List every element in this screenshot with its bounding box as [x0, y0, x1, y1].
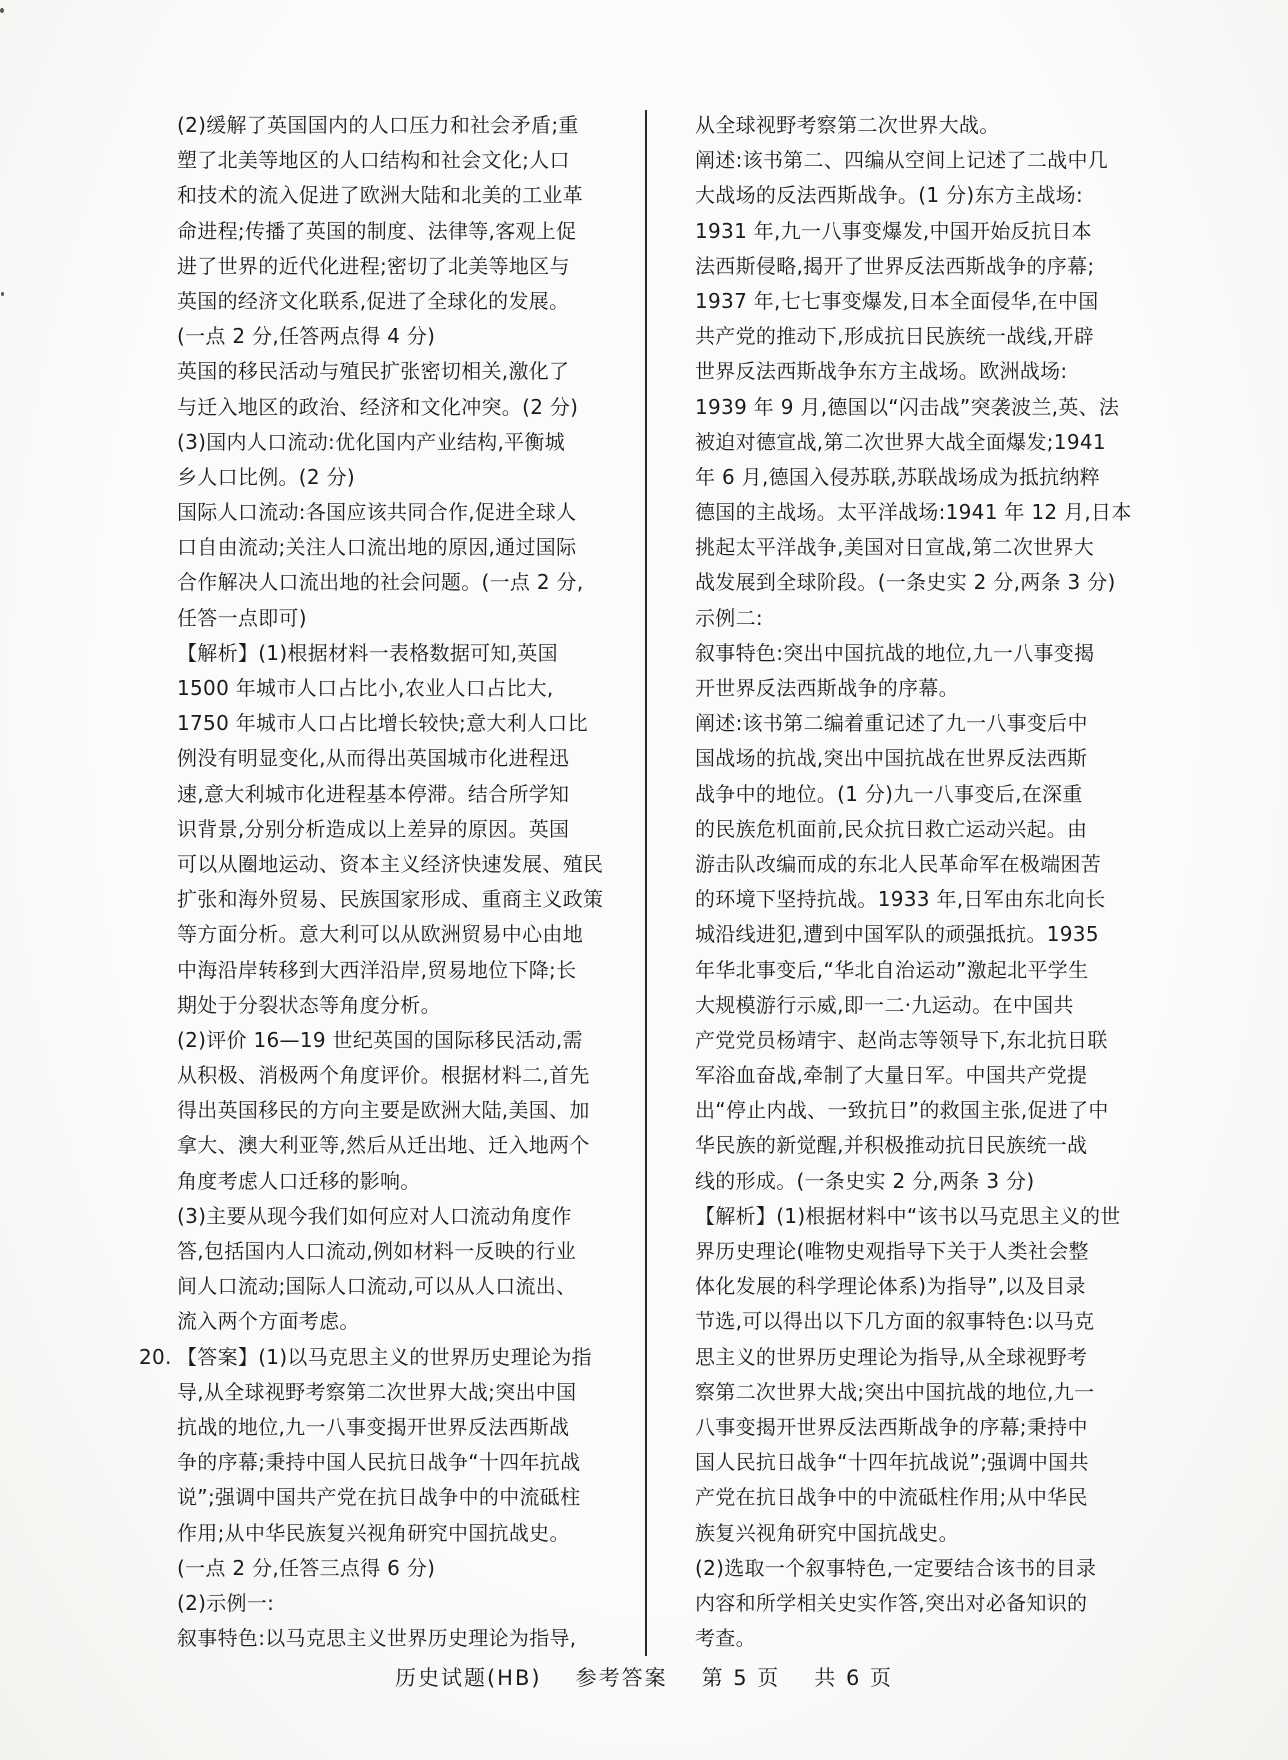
text-line: (2)选取一个叙事特色,一定要结合该书的目录	[695, 1555, 1097, 1580]
text-line: 间人口流动;国际人口流动,可以从人口流出、	[177, 1274, 577, 1299]
text-line: (2)示例一:	[177, 1590, 275, 1615]
text-line: 速,意大利城市化进程基本停滞。结合所学知	[177, 781, 570, 806]
text-line: 从全球视野考察第二次世界大战。	[695, 113, 1000, 137]
text-line: 作用;从中华民族复兴视角研究中国抗战史。	[177, 1520, 570, 1545]
text-line: 国人民抗日战争“十四年抗战说”;强调中国共	[695, 1450, 1089, 1475]
text-line: 阐述:该书第二、四编从空间上记述了二战中几	[695, 148, 1109, 173]
text-line: 法西斯侵略,揭开了世界反法西斯战争的序幕;	[695, 253, 1095, 278]
text-line: 命进程;传播了英国的制度、法律等,客观上促	[177, 218, 577, 243]
text-line: 进了世界的近代化进程;密切了北美等地区与	[177, 253, 570, 278]
text-line: 抗战的地位,九一八事变揭开世界反法西斯战	[177, 1414, 570, 1439]
text-line: 德国的主战场。太平洋战场:1941 年 12 月,日本	[695, 500, 1132, 525]
text-line: (3)国内人口流动:优化国内产业结构,平衡城	[177, 429, 566, 454]
text-line: 被迫对德宣战,第二次世界大战全面爆发;1941	[695, 429, 1106, 454]
column-divider	[645, 110, 647, 1656]
footer-page-total: 共 6 页	[814, 1666, 894, 1690]
text-line: 世界反法西斯战争东方主战场。欧洲战场:	[695, 359, 1068, 384]
text-line: 从积极、消极两个角度评价。根据材料二,首先	[177, 1063, 590, 1088]
text-line: 国际人口流动:各国应该共同合作,促进全球人	[177, 500, 577, 525]
text-line: (2)缓解了英国国内的人口压力和社会矛盾;重	[177, 113, 579, 137]
text-line: 争的序幕;秉持中国人民抗日战争“十四年抗战	[177, 1450, 581, 1475]
text-line: 年华北事变后,“华北自治运动”激起北平学生	[695, 957, 1089, 982]
text-line: (2)评价 16—19 世纪英国的国际移民活动,需	[177, 1027, 583, 1052]
text-line: 说”;强调中国共产党在抗日战争中的中流砥柱	[177, 1485, 581, 1510]
text-line: 合作解决人口流出地的社会问题。(一点 2 分,	[177, 570, 584, 595]
text-line: 和技术的流入促进了欧洲大陆和北美的工业革	[177, 183, 583, 208]
text-line: 思主义的世界历史理论为指导,从全球视野考	[695, 1344, 1088, 1369]
text-line: 华民族的新觉醒,并积极推动抗日民族统一战	[695, 1133, 1088, 1158]
text-line: (一点 2 分,任答两点得 4 分)	[177, 324, 436, 349]
text-line: 的环境下坚持抗战。1933 年,日军由东北向长	[695, 887, 1106, 912]
text-line: 与迁入地区的政治、经济和文化冲突。(2 分)	[177, 394, 579, 419]
text-line: 乡人口比例。(2 分)	[177, 464, 355, 489]
text-line: 【解析】(1)根据材料中“该书以马克思主义的世	[695, 1203, 1121, 1228]
text-line: 的民族危机面前,民众抗日救亡运动兴起。由	[695, 816, 1088, 841]
text-line: 1750 年城市人口占比增长较快;意大利人口比	[177, 711, 588, 736]
text-line: 共产党的推动下,形成抗日民族统一战线,开辟	[695, 324, 1095, 349]
text-line: 节选,可以得出以下几方面的叙事特色:以马克	[695, 1309, 1095, 1334]
text-line: 答,包括国内人口流动,例如材料一反映的行业	[177, 1239, 577, 1263]
text-line: 产党在抗日战争中的中流砥柱作用;从中华民	[695, 1485, 1088, 1510]
text-line: 大战场的反法西斯战争。(1 分)东方主战场:	[695, 183, 1084, 208]
text-line: 任答一点即可)	[177, 605, 307, 630]
scan-speck	[1, 292, 4, 296]
text-line: 开世界反法西斯战争的序幕。	[695, 676, 959, 700]
text-line: 游击队改编而成的东北人民革命军在极端困苦	[695, 851, 1101, 876]
text-line: 英国的经济文化联系,促进了全球化的发展。	[177, 288, 570, 313]
text-line: 产党党员杨靖宇、赵尚志等领导下,东北抗日联	[695, 1027, 1108, 1052]
footer-page-number: 第 5 页	[701, 1666, 781, 1690]
text-line: 口自由流动;关注人口流出地的原因,通过国际	[177, 535, 577, 560]
text-line: 内容和所学相关史实作答,突出对必备知识的	[695, 1590, 1088, 1615]
text-line: 战争中的地位。(1 分)九一八事变后,在深重	[695, 781, 1083, 806]
text-line: 城沿线进犯,遭到中国军队的顽强抵抗。1935	[695, 922, 1099, 947]
text-line: 1937 年,七七事变爆发,日本全面侵华,在中国	[695, 288, 1099, 313]
text-line: 角度考虑人口迁移的影响。	[177, 1168, 421, 1193]
text-line: 年 6 月,德国入侵苏联,苏联战场成为抵抗纳粹	[695, 464, 1101, 489]
text-line: 察第二次世界大战;突出中国抗战的地位,九一	[695, 1379, 1095, 1404]
text-line: (3)主要从现今我们如何应对人口流动角度作	[177, 1203, 572, 1228]
text-line: 大规模游行示威,即一二·九运动。在中国共	[695, 992, 1074, 1017]
text-line: 叙事特色:突出中国抗战的地位,九一八事变揭	[695, 640, 1095, 665]
text-line: 可以从圈地运动、资本主义经济快速发展、殖民	[177, 851, 604, 876]
text-line: 族复兴视角研究中国抗战史。	[695, 1520, 959, 1545]
text-line: 八事变揭开世界反法西斯战争的序幕;秉持中	[695, 1414, 1088, 1439]
right-column	[695, 108, 1132, 1656]
text-line: 体化发展的科学理论体系)为指导”,以及目录	[695, 1274, 1086, 1299]
text-line: 20. 【答案】(1)以马克思主义的世界历史理论为指	[177, 1340, 595, 1375]
scan-speck	[0, 8, 4, 13]
question-number: 20.	[139, 1344, 172, 1369]
text-line: 考查。	[695, 1626, 756, 1651]
text-line: 拿大、澳大利亚等,然后从迁出地、迁入地两个	[177, 1133, 590, 1158]
text-line: 塑了北美等地区的人口结构和社会文化;人口	[177, 148, 570, 173]
page-footer	[0, 1662, 1288, 1692]
text-line: 英国的移民活动与殖民扩张密切相关,激化了	[177, 359, 570, 384]
text-line: 例没有明显变化,从而得出英国城市化进程迅	[177, 746, 570, 771]
text-line: 1500 年城市人口占比小,农业人口占比大,	[177, 676, 554, 700]
text-line: 示例二:	[695, 605, 763, 630]
text-line: 导,从全球视野考察第二次世界大战;突出中国	[177, 1379, 577, 1404]
text-line: 【解析】(1)根据材料一表格数据可知,英国	[177, 640, 558, 665]
text-line: 期处于分裂状态等角度分析。	[177, 992, 441, 1017]
text-line: 中海沿岸转移到大西洋沿岸,贸易地位下降;长	[177, 957, 577, 982]
text-line: 出“停止内战、一致抗日”的救国主张,促进了中	[695, 1098, 1109, 1123]
text-line: 阐述:该书第二编着重记述了九一八事变后中	[695, 711, 1088, 736]
text-line: (一点 2 分,任答三点得 6 分)	[177, 1555, 436, 1580]
footer-section: 参考答案	[575, 1666, 668, 1690]
text-line: 1939 年 9 月,德国以“闪击战”突袭波兰,英、法	[695, 394, 1120, 419]
text-line: 界历史理论(唯物史观指导下关于人类社会整	[695, 1239, 1089, 1263]
text-line: 战发展到全球阶段。(一条史实 2 分,两条 3 分)	[695, 570, 1116, 595]
text-line: 军浴血奋战,牵制了大量日军。中国共产党提	[695, 1063, 1088, 1088]
text-line: 线的形成。(一条史实 2 分,两条 3 分)	[695, 1168, 1035, 1193]
text-line: 识背景,分别分析造成以上差异的原因。英国	[177, 816, 570, 841]
text-line: 得出英国移民的方向主要是欧洲大陆,美国、加	[177, 1098, 590, 1123]
left-column	[139, 108, 604, 1656]
text-line: 叙事特色:以马克思主义世界历史理论为指导,	[177, 1626, 577, 1651]
text-line: 流入两个方面考虑。	[177, 1309, 360, 1334]
text-line: 国战场的抗战,突出中国抗战在世界反法西斯	[695, 746, 1088, 771]
text-line: 1931 年,九一八事变爆发,中国开始反抗日本	[695, 218, 1092, 243]
text-line: 扩张和海外贸易、民族国家形成、重商主义政策	[177, 887, 604, 912]
text-line: 等方面分析。意大利可以从欧洲贸易中心由地	[177, 922, 583, 947]
footer-doc-title: 历史试题(HB)	[394, 1666, 542, 1690]
text-line: 挑起太平洋战争,美国对日宣战,第二次世界大	[695, 535, 1095, 560]
